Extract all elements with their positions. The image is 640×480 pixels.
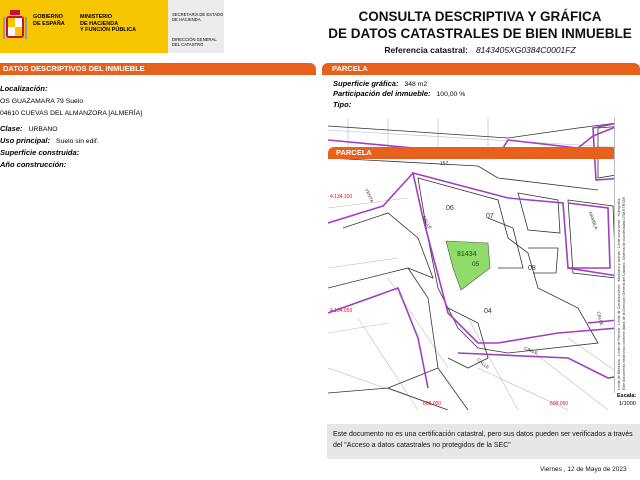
map-label-calle-2: CALLE (523, 345, 539, 356)
coat-of-arms-icon (2, 8, 28, 46)
ministerio-text: MINISTERIO DE HACIENDA Y FUNCIÓN PÚBLICA (80, 14, 137, 33)
coord-x-2: 608.050 (550, 401, 569, 407)
direccion-text: DIRECCIÓN GENERAL DEL CATASTRO (172, 37, 217, 47)
scale-value: 1/1000 (619, 401, 636, 407)
map-legend (614, 118, 640, 393)
anio-construccion-row: Año construcción: (0, 160, 67, 169)
notice-text: Este documento no es una certificación catastral, pero sus datos pueden ser verificados a través del "Acceso a datos catastrales no protegidos de la SEC" (333, 431, 633, 449)
localizacion-label: Localización: (0, 84, 48, 93)
map-label-rambla: RAMBLA (587, 210, 599, 231)
participacion-row: Participación del inmueble: 100,00 % (333, 89, 466, 98)
map-label-08: 08 (528, 265, 536, 272)
address-line2: 04610 CUEVAS DEL ALMANZORA [ALMERÍA] (0, 110, 143, 117)
scale-label: Escala: (617, 393, 637, 399)
map-label-calle-4: CALLE (595, 310, 605, 327)
secretaria-text: SECRETARÍA DE ESTADO DE HACIENDA (172, 12, 224, 22)
section-parcela-header: PARCELA (322, 63, 640, 75)
referencia-catastral: Referencia catastral: 8143405XG0384C0001FZ (384, 45, 576, 55)
address-line1: OS GUAZAMARA 79 Suelo (0, 98, 84, 105)
coord-y-1: 4.134.100 (330, 194, 353, 200)
coord-x-1: 608.000 (423, 401, 442, 407)
gobierno-band (0, 0, 168, 53)
page-title: CONSULTA DESCRIPTIVA Y GRÁFICA DE DATOS CATASTRALES DE BIEN INMUEBLE (328, 9, 632, 41)
gobierno-text: GOBIERNO DE ESPAÑA (33, 14, 65, 27)
map-parcela-header: PARCELA (328, 147, 640, 159)
parcel-ref-label: 81434 (457, 251, 477, 258)
map-label-venta: VENTA (363, 187, 375, 204)
map-label-calle-1: CALLE (421, 215, 433, 230)
map-label-calle-3: CALLE (476, 357, 491, 370)
header-logos (0, 0, 225, 55)
parcel-number-label: 05 (472, 261, 480, 268)
verification-notice (327, 424, 640, 459)
secretaria-box (168, 0, 224, 53)
map-label-157: 157 (440, 161, 449, 167)
superficie-grafica-row: Superficie gráfica: 348 m2 (333, 79, 428, 88)
legend-text: Límite de Manzana · Límite de Parcela · Límite de Construcciones · Mobiliario y aceras · Límite zona verde · Hidrografía Este documento electrónico contiene datos de la Dirección General del Catastro. Sistema de coordenadas UTM ETRS89 (617, 197, 626, 390)
map-label-07: 07 (486, 213, 494, 220)
issue-date: Viernes , 12 de Mayo de 2023 (540, 466, 627, 473)
superficie-construida-row: Superficie construida: (0, 148, 80, 157)
coord-y-2: 4.134.050 (330, 308, 353, 314)
uso-row: Uso principal: Suelo sin edif. (0, 136, 99, 145)
cadastral-map (328, 118, 640, 410)
clase-row: Clase: URBANO (0, 124, 58, 133)
map-label-04: 04 (484, 308, 492, 315)
map-label-06: 06 (446, 205, 454, 212)
section-inmueble-header: DATOS DESCRIPTIVOS DEL INMUEBLE (0, 63, 316, 75)
tipo-row: Tipo: (333, 100, 352, 109)
